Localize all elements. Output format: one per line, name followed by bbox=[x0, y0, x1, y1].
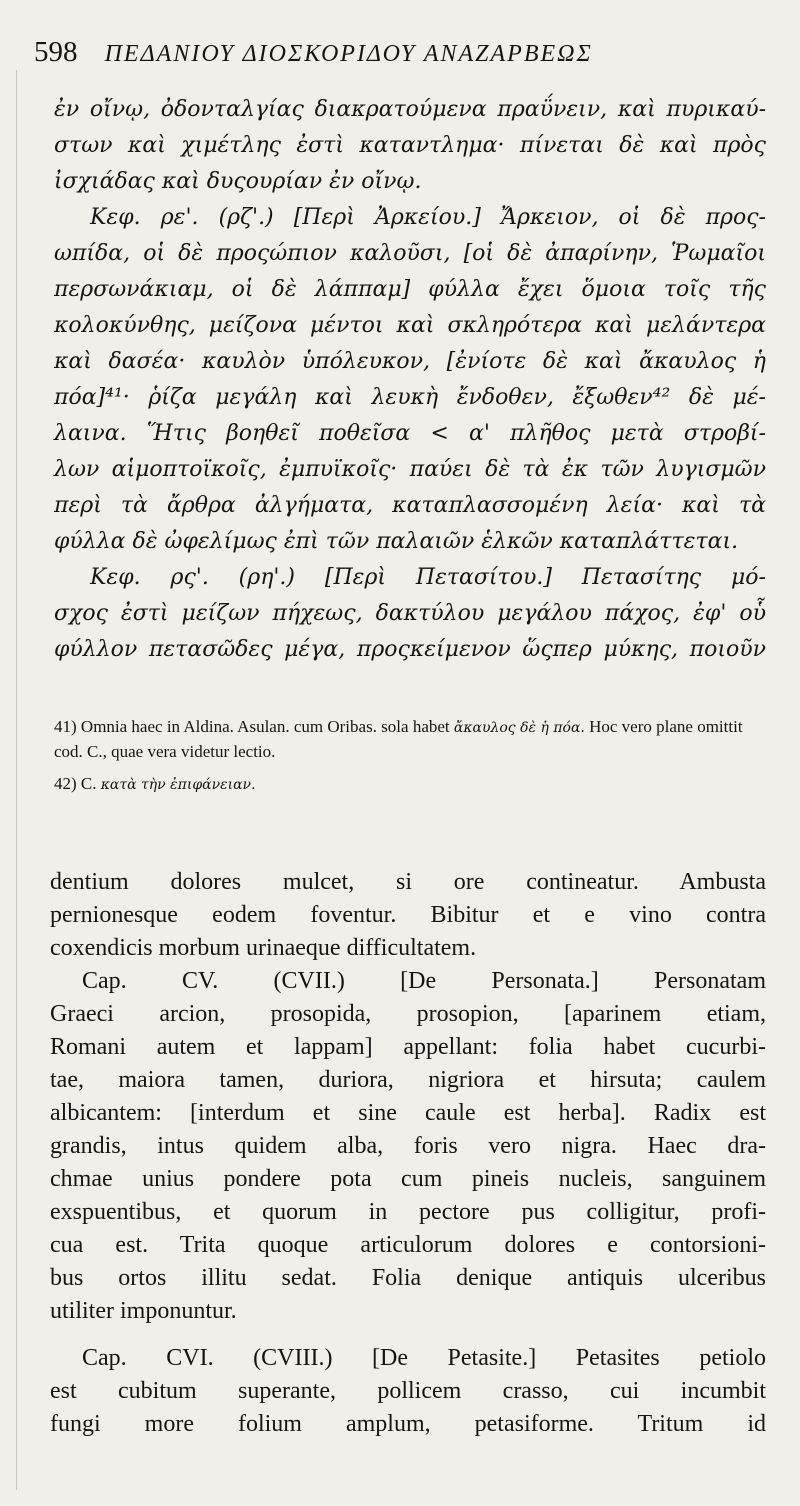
latin-line: tae, maiora tamen, duriora, nigriora et hirsuta; caulem bbox=[50, 1067, 766, 1093]
greek-line: πόα]⁴¹· ῥίζα μεγάλη καὶ λευκὴ ἔνδοθεν, ἔξωθεν⁴² δὲ μέ- bbox=[54, 385, 766, 410]
greek-line: λων αἱμοπτοϊκοῖς, ἐμπυϊκοῖς· παύει δὲ τὰ ἐκ τῶν λυγισμῶν bbox=[54, 457, 766, 482]
footnote-41 bbox=[54, 715, 766, 763]
greek-line: ἐν οἴνῳ, ὀδονταλγίας διακρατούμενα πραΰνειν, καὶ πυρικαύ- bbox=[54, 97, 766, 122]
latin-line: dentium dolores mulcet, si ore contineatur. Ambusta bbox=[50, 869, 766, 895]
page-gutter-line bbox=[16, 70, 17, 1490]
latin-line: coxendicis morbum urinaeque difficultatem. bbox=[50, 935, 477, 961]
latin-line: Cap. CVI. (CVIII.) [De Petasite.] Petasites petiolo bbox=[82, 1345, 766, 1371]
latin-line: Romani autem et lappam] appellant: folia habet cucurbi- bbox=[50, 1034, 766, 1060]
greek-line: σχος ἐστὶ μείζων πήχεως, δακτύλου μεγάλου πάχος, ἐφ' οὗ bbox=[54, 601, 766, 626]
greek-line: Κεφ. ρς'. (ρη'.) [Περὶ Πετασίτου.] Πετασίτης μό- bbox=[90, 565, 766, 590]
footnote-greek: κατὰ τὴν ἐπιφάνειαν. bbox=[100, 777, 256, 793]
latin-line: pernionesque eodem foventur. Bibitur et e vino contra bbox=[50, 902, 766, 928]
greek-line: καὶ δασέα· καυλὸν ὑπόλευκον, [ἐνίοτε δὲ καὶ ἄκαυλος ἡ bbox=[54, 349, 766, 374]
greek-line: περὶ τὰ ἄρθρα ἀλγήματα, καταπλασσομένη λεία· καὶ τὰ bbox=[54, 493, 766, 518]
latin-line: cua est. Trita quoque articulorum dolores e contorsioni- bbox=[50, 1232, 766, 1258]
latin-line: bus ortos illitu sedat. Folia denique antiquis ulceribus bbox=[50, 1265, 766, 1291]
latin-line: Graeci arcion, prosopida, prosopion, [aparinem etiam, bbox=[50, 1001, 766, 1027]
latin-line: exspuentibus, et quorum in pectore pus colligitur, profi- bbox=[50, 1199, 766, 1225]
latin-line: fungi more folium amplum, petasiforme. Tritum id bbox=[50, 1411, 766, 1437]
footnote-text: 41) Omnia haec in Aldina. Asulan. cum Oribas. sola habet bbox=[54, 717, 450, 736]
footnote-42 bbox=[54, 772, 766, 797]
running-header bbox=[34, 36, 593, 69]
page-number: 598 bbox=[34, 36, 78, 68]
footnote-text: Hoc vero plane omittit cod. C., quae vera videtur lectio. bbox=[54, 717, 743, 761]
greek-line: ἰσχιάδας καὶ δυςουρίαν ἐν οἴνῳ. bbox=[54, 169, 422, 194]
greek-line: ωπίδα, οἱ δὲ προςώπιον καλοῦσι, [οἱ δὲ ἀπαρίνην, Ῥωμαῖοι bbox=[54, 241, 766, 266]
greek-text-block bbox=[54, 92, 766, 668]
footnote-greek: ἄκαυλος δὲ ἡ πόα. bbox=[453, 720, 585, 736]
greek-line: κολοκύνθης, μείζονα μέντοι καὶ σκληρότερα καὶ μελάντερα bbox=[54, 313, 766, 338]
running-title: ΠΕΔΑΝΙΟΥ ΔΙΟΣΚΟΡΙΔΟΥ ΑΝΑΖΑΡΒΕΩΣ bbox=[104, 41, 593, 67]
latin-line: albicantem: [interdum et sine caule est herba]. Radix est bbox=[50, 1100, 766, 1126]
latin-line: Cap. CV. (CVII.) [De Personata.] Personatam bbox=[82, 968, 766, 994]
footnote-text: 42) C. bbox=[54, 774, 97, 793]
greek-line: Κεφ. ρε'. (ρζ'.) [Περὶ Ἀρκείου.] Ἄρκειον, οἱ δὲ προς- bbox=[90, 205, 766, 230]
greek-line: λαινα. Ἥτις βοηθεῖ ποθεῖσα < α' πλῆθος μετὰ στροβί- bbox=[54, 421, 766, 446]
latin-text-block bbox=[50, 866, 766, 1441]
greek-line: φύλλα δὲ ὠφελίμως ἐπὶ τῶν παλαιῶν ἑλκῶν καταπλάττεται. bbox=[54, 529, 739, 554]
greek-line: περσωνάκιαμ, οἱ δὲ λάππαμ] φύλλα ἔχει ὅμοια τοῖς τῆς bbox=[54, 277, 766, 302]
latin-line: utiliter imponuntur. bbox=[50, 1298, 237, 1324]
latin-line: chmae unius pondere pota cum pineis nucleis, sanguinem bbox=[50, 1166, 766, 1192]
greek-line: στων καὶ χιμέτλης ἐστὶ καταντλημα· πίνεται δὲ καὶ πρὸς bbox=[54, 133, 766, 158]
footnotes bbox=[54, 715, 766, 806]
latin-line: grandis, intus quidem alba, foris vero nigra. Haec dra- bbox=[50, 1133, 766, 1159]
latin-line: est cubitum superante, pollicem crasso, cui incumbit bbox=[50, 1378, 766, 1404]
paragraph-gap bbox=[50, 1328, 766, 1342]
greek-line: φύλλον πετασῶδες μέγα, προςκείμενον ὥςπερ μύκης, ποιοῦν bbox=[54, 637, 766, 662]
